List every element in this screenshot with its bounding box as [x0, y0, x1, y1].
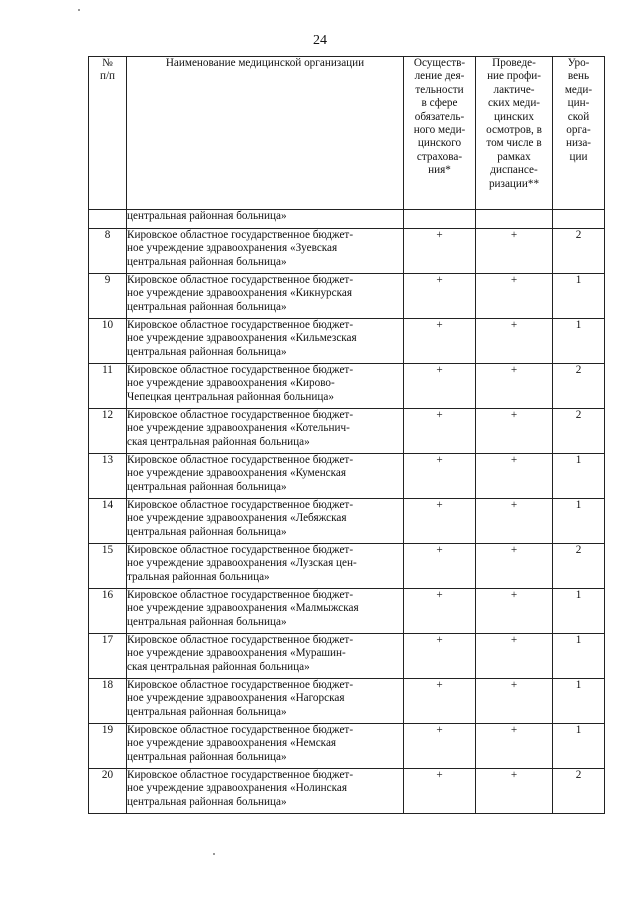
- organization-name: [127, 724, 404, 769]
- scan-speck: [78, 9, 80, 11]
- table-row: [89, 724, 605, 769]
- table-row: [89, 229, 605, 274]
- prof-mark: +: [476, 589, 553, 634]
- organization-name: [127, 679, 404, 724]
- organization-name-line: ное учреждение здравоохранения «Нагорская: [127, 692, 345, 705]
- organization-name-line: ное учреждение здравоохранения «Лебяжская: [127, 512, 347, 525]
- organization-name-line: тральная районная больница»: [127, 570, 270, 583]
- continuation-prof: [476, 210, 553, 229]
- organization-name-line: Кировское областное государственное бюджет-: [127, 364, 354, 376]
- oms-mark: +: [404, 274, 476, 319]
- prof-mark: +: [476, 274, 553, 319]
- header-name: Наименование медицинской организации: [127, 57, 404, 210]
- prof-mark: +: [476, 499, 553, 544]
- organization-name-line: ное учреждение здравоохранения «Лузская цен-: [127, 557, 357, 570]
- continuation-num: [89, 210, 127, 229]
- organization-name-line: ное учреждение здравоохранения «Немская: [127, 737, 337, 750]
- level-value: 2: [553, 364, 605, 409]
- organization-name-line: Кировское областное государственное бюджет-: [127, 409, 354, 421]
- organization-name: [127, 499, 404, 544]
- continuation-level: [553, 210, 605, 229]
- continuation-name: центральная районная больница»: [127, 210, 404, 229]
- continuation-oms: [404, 210, 476, 229]
- organization-name-line: центральная районная больница»: [127, 525, 287, 538]
- oms-mark: +: [404, 499, 476, 544]
- level-value: 1: [553, 454, 605, 499]
- oms-mark: +: [404, 364, 476, 409]
- prof-mark: +: [476, 724, 553, 769]
- row-number: 12: [89, 409, 127, 454]
- header-oms: Осуществ- ление дея- тельности в сфере обязатель- ного меди- цинского страхова- ния*: [404, 57, 476, 210]
- oms-mark: +: [404, 544, 476, 589]
- oms-mark: +: [404, 409, 476, 454]
- header-num: № п/п: [89, 57, 127, 210]
- organization-name: [127, 454, 404, 499]
- level-value: 1: [553, 724, 605, 769]
- organizations-table: [88, 56, 605, 814]
- oms-mark: +: [404, 589, 476, 634]
- level-value: 2: [553, 544, 605, 589]
- organization-name-line: ное учреждение здравоохранения «Кикнурская: [127, 287, 352, 300]
- organization-name: [127, 409, 404, 454]
- organization-name-line: центральная районная больница»: [127, 795, 287, 808]
- organization-name-line: ное учреждение здравоохранения «Мурашин-: [127, 647, 346, 660]
- organization-name-line: Кировское областное государственное бюджет-: [127, 229, 354, 241]
- row-number: 17: [89, 634, 127, 679]
- header-prof: Проведе- ние профи- лактиче- ских меди- цинских осмотров, в том числе в рамках диспансе- ризации**: [476, 57, 553, 210]
- organization-name-line: Кировское областное государственное бюджет-: [127, 544, 354, 556]
- organization-name-line: ное учреждение здравоохранения «Кирово-: [127, 377, 335, 390]
- organization-name-line: Кировское областное государственное бюджет-: [127, 634, 354, 646]
- oms-mark: +: [404, 679, 476, 724]
- row-number: 14: [89, 499, 127, 544]
- oms-mark: +: [404, 724, 476, 769]
- table-row: [89, 409, 605, 454]
- oms-mark: +: [404, 454, 476, 499]
- oms-mark: +: [404, 634, 476, 679]
- prof-mark: +: [476, 679, 553, 724]
- table-row: [89, 589, 605, 634]
- organization-name: [127, 319, 404, 364]
- table-row: [89, 679, 605, 724]
- prof-mark: +: [476, 544, 553, 589]
- oms-mark: +: [404, 229, 476, 274]
- organization-name-line: Кировское областное государственное бюджет-: [127, 499, 354, 511]
- organization-name: [127, 634, 404, 679]
- organization-name-line: Кировское областное государственное бюджет-: [127, 454, 354, 466]
- row-number: 18: [89, 679, 127, 724]
- level-value: 1: [553, 499, 605, 544]
- organization-name-line: Кировское областное государственное бюджет-: [127, 589, 354, 601]
- page-number: 24: [313, 33, 327, 48]
- organization-name-line: Кировское областное государственное бюджет-: [127, 274, 354, 286]
- table-row: [89, 634, 605, 679]
- row-number: 20: [89, 769, 127, 814]
- level-value: 1: [553, 319, 605, 364]
- row-number: 15: [89, 544, 127, 589]
- scan-speck: [213, 853, 215, 855]
- organization-name-line: ное учреждение здравоохранения «Зуевская: [127, 242, 338, 255]
- level-value: 2: [553, 409, 605, 454]
- level-value: 2: [553, 769, 605, 814]
- oms-mark: +: [404, 769, 476, 814]
- level-value: 1: [553, 634, 605, 679]
- organization-name-line: центральная районная больница»: [127, 705, 287, 718]
- row-number: 9: [89, 274, 127, 319]
- table-row: [89, 274, 605, 319]
- organization-name: [127, 364, 404, 409]
- level-value: 1: [553, 274, 605, 319]
- row-number: 19: [89, 724, 127, 769]
- level-value: 1: [553, 589, 605, 634]
- row-number: 10: [89, 319, 127, 364]
- oms-mark: +: [404, 319, 476, 364]
- organization-name-line: Кировское областное государственное бюджет-: [127, 679, 354, 691]
- table-row: [89, 319, 605, 364]
- table-row: [89, 364, 605, 409]
- organization-name-line: Кировское областное государственное бюджет-: [127, 769, 354, 781]
- table-row: [89, 454, 605, 499]
- table-row: [89, 544, 605, 589]
- prof-mark: +: [476, 454, 553, 499]
- prof-mark: +: [476, 634, 553, 679]
- organization-name-line: центральная районная больница»: [127, 345, 287, 358]
- level-value: 1: [553, 679, 605, 724]
- organization-name-line: ская центральная районная больница»: [127, 660, 310, 673]
- organization-name: [127, 229, 404, 274]
- prof-mark: +: [476, 769, 553, 814]
- organization-name: [127, 274, 404, 319]
- row-number: 11: [89, 364, 127, 409]
- continuation-row: [89, 210, 605, 229]
- table-row: [89, 499, 605, 544]
- table-header-row: [89, 57, 605, 210]
- table-row: [89, 769, 605, 814]
- prof-mark: +: [476, 364, 553, 409]
- header-level: Уро- вень меди- цин- ской орга- низа- ции: [553, 57, 605, 210]
- organization-name-line: Чепецкая центральная районная больница»: [127, 390, 334, 403]
- row-number: 16: [89, 589, 127, 634]
- organization-name: [127, 544, 404, 589]
- organization-name-line: ская центральная районная больница»: [127, 435, 310, 448]
- prof-mark: +: [476, 319, 553, 364]
- organization-name-line: ное учреждение здравоохранения «Куменская: [127, 467, 347, 480]
- prof-mark: +: [476, 409, 553, 454]
- prof-mark: +: [476, 229, 553, 274]
- organization-name-line: Кировское областное государственное бюджет-: [127, 724, 354, 736]
- organization-name: [127, 769, 404, 814]
- organization-name-line: ное учреждение здравоохранения «Кильмезская: [127, 332, 357, 345]
- organization-name-line: центральная районная больница»: [127, 615, 287, 628]
- organization-name-line: центральная районная больница»: [127, 480, 287, 493]
- row-number: 13: [89, 454, 127, 499]
- organization-name-line: ное учреждение здравоохранения «Нолинская: [127, 782, 348, 795]
- organization-name-line: ное учреждение здравоохранения «Котельнич-: [127, 422, 350, 435]
- organization-name-line: ное учреждение здравоохранения «Малмыжская: [127, 602, 359, 615]
- level-value: 2: [553, 229, 605, 274]
- organization-name-line: Кировское областное государственное бюджет-: [127, 319, 354, 331]
- row-number: 8: [89, 229, 127, 274]
- organization-name-line: центральная районная больница»: [127, 300, 287, 313]
- organization-name-line: центральная районная больница»: [127, 255, 287, 268]
- organization-name-line: центральная районная больница»: [127, 750, 287, 763]
- organization-name: [127, 589, 404, 634]
